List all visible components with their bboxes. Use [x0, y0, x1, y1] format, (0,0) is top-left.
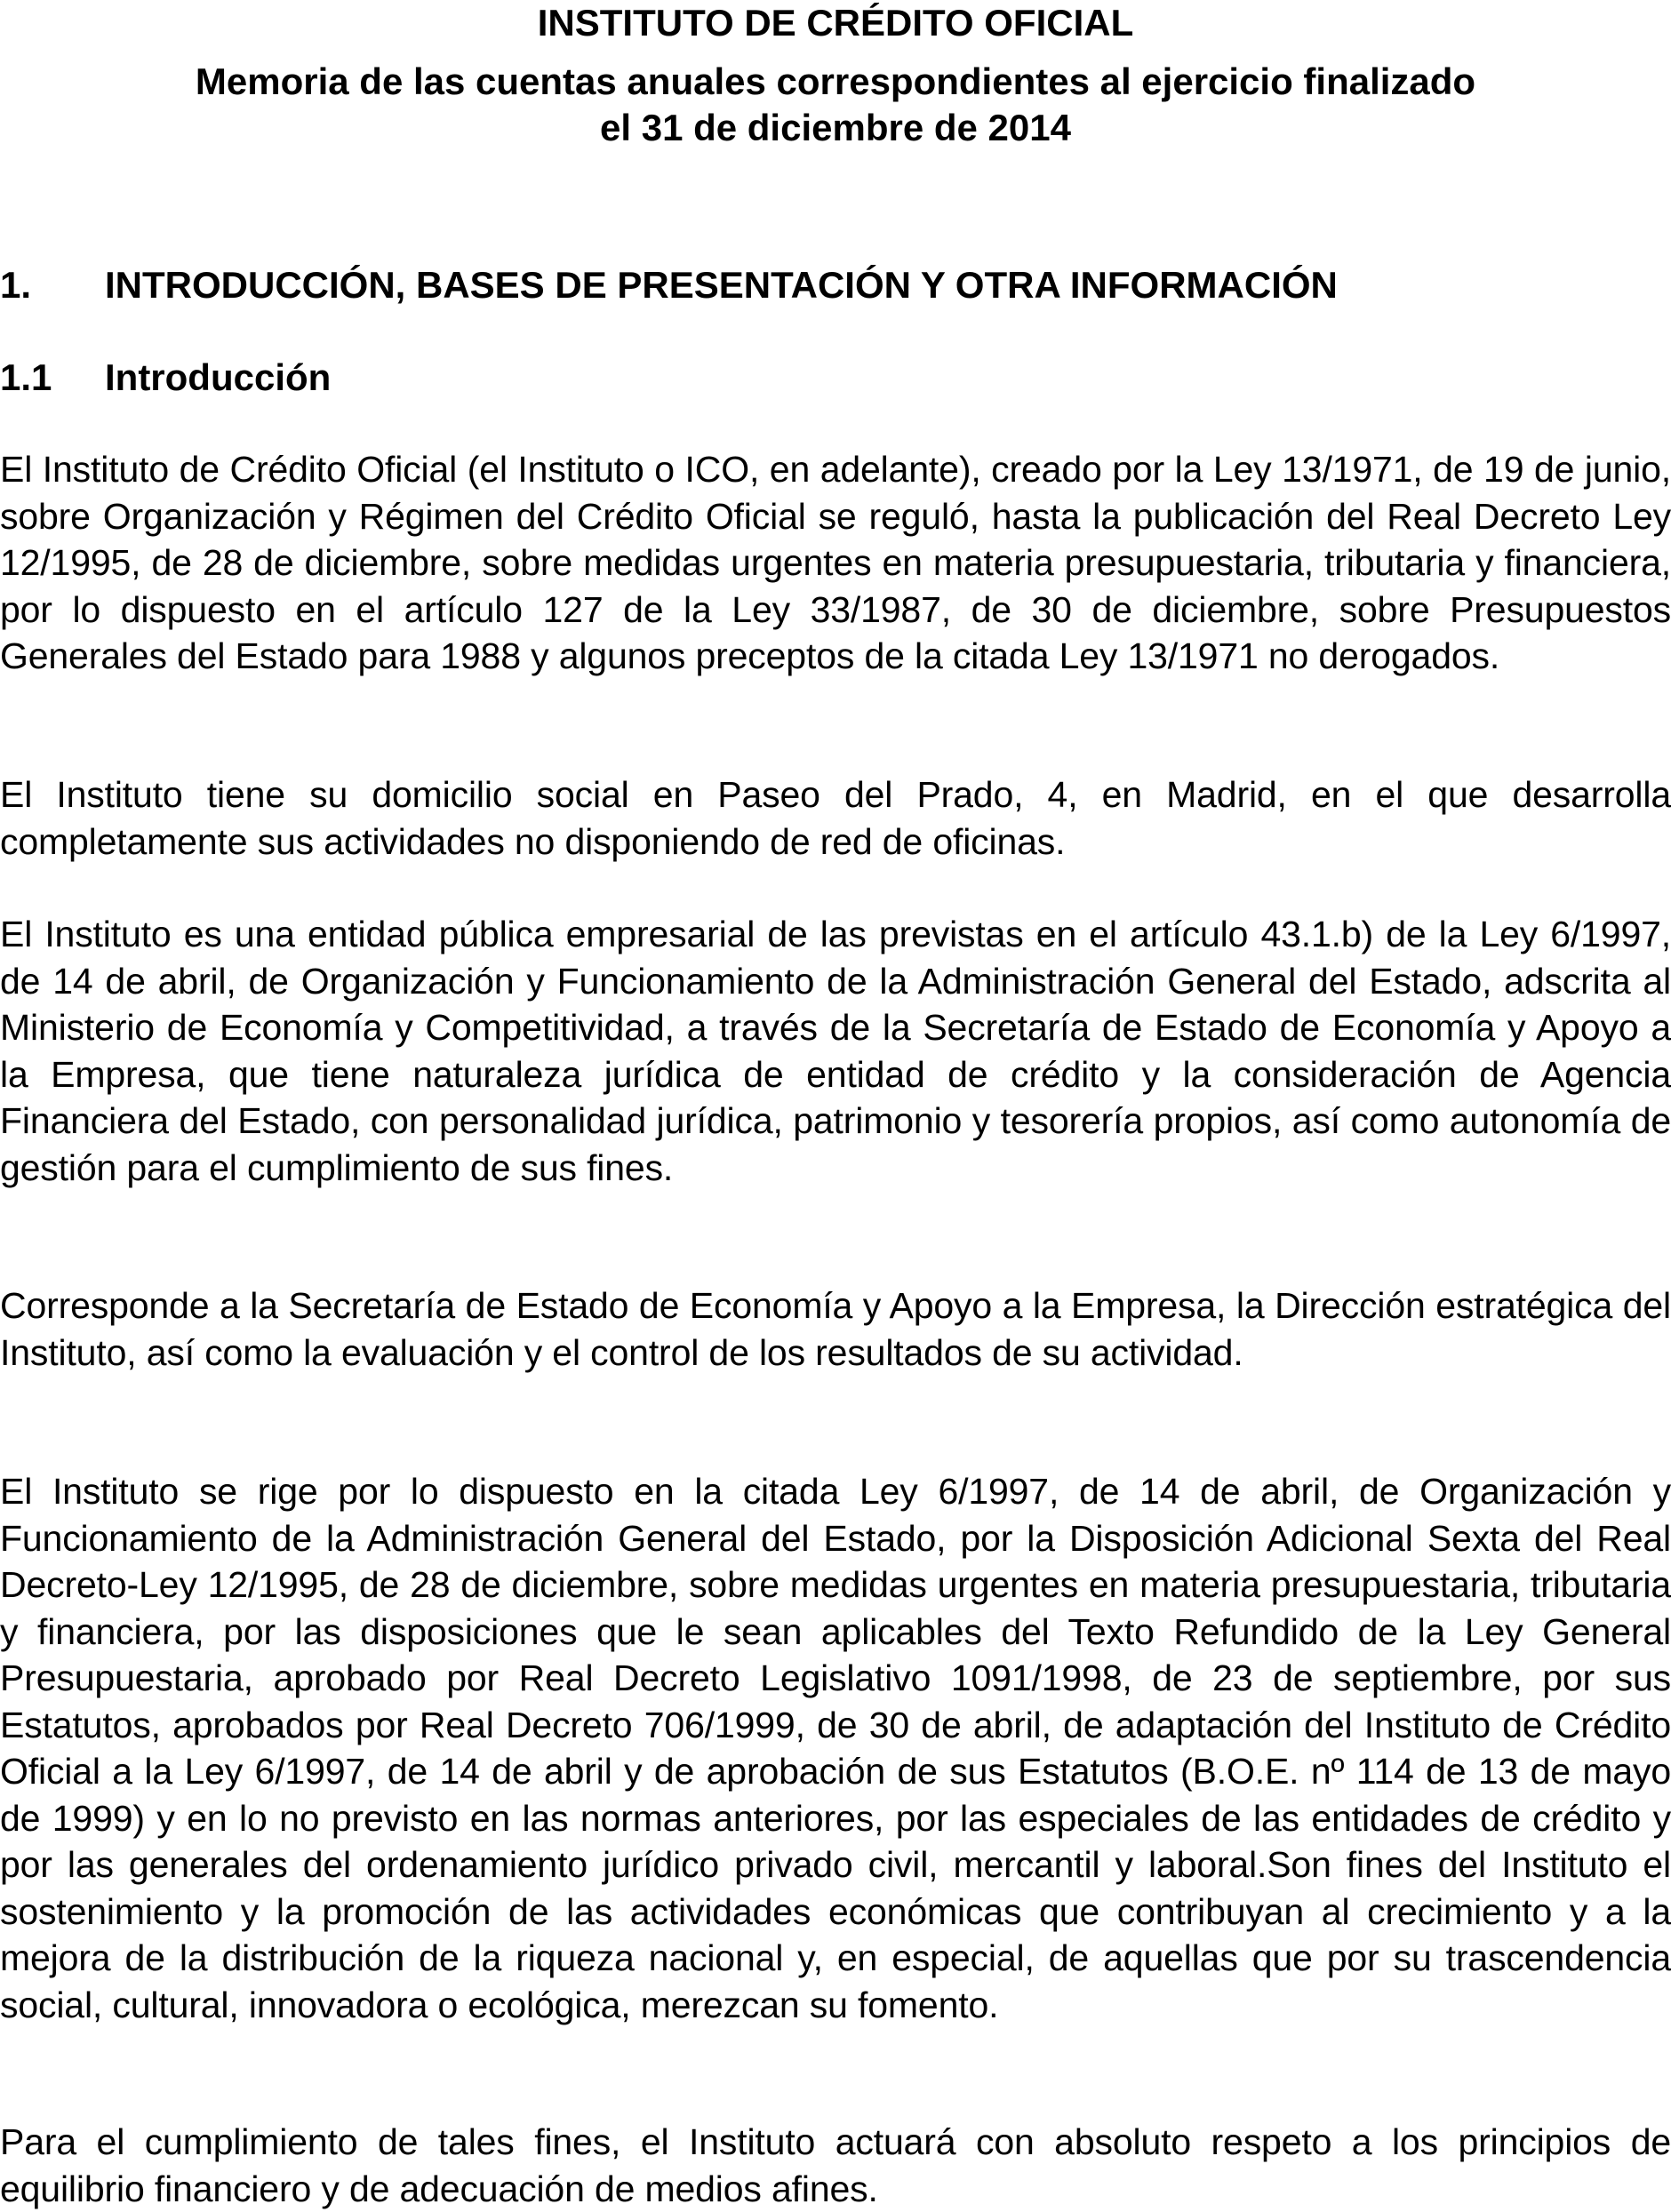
- document-title: INSTITUTO DE CRÉDITO OFICIAL: [537, 2, 1134, 44]
- section-heading: [0, 262, 1338, 308]
- subsection-heading: [0, 355, 331, 401]
- paragraph-domicile: El Instituto tiene su domicilio social en Paseo del Prado, 4, en Madrid, en el que desarrolla completamente sus actividades no disponiendo de red de oficinas.: [0, 774, 1671, 862]
- paragraph-principles: Para el cumplimiento de tales fines, el Instituto actuará con absoluto respeto a los principios de equilibrio financiero y de adecuación de medios afines.: [0, 2121, 1671, 2209]
- document-subtitle-line1: Memoria de las cuentas anuales correspondientes al ejercicio finalizado: [195, 60, 1476, 102]
- section-title: INTRODUCCIÓN, BASES DE PRESENTACIÓN Y OTRA INFORMACIÓN: [105, 264, 1338, 306]
- document-subtitle-line2: el 31 de diciembre de 2014: [600, 107, 1071, 148]
- paragraph-governing-law: El Instituto se rige por lo dispuesto en la citada Ley 6/1997, de 14 de abril, de Organización y Funcionamiento de la Administración General del Estado, por la Disposición Adicional Sexta del Real Decreto-Ley 12/1995, de 28 de diciembre, sobre medidas urgentes en materia presupuestaria, tributaria y financiera, por las disposiciones que le sean aplicables del Texto Refundido de la Ley General Presupuestaria, aprobado por Real Decreto Legislativo 1091/1998, de 23 de septiembre, por sus Estatutos, aprobados por Real Decreto 706/1999, de 30 de abril, de adaptación del Instituto de Crédito Oficial a la Ley 6/1997, de 14 de abril y de aprobación de sus Estatutos (B.O.E. nº 114 de 13 de mayo de 1999) y en lo no previsto en las normas anteriores, por las especiales de las entidades de crédito y por las generales del ordenamiento jurídico privado civil, mercantil y laboral.Son fines del Instituto el sostenimiento y la promoción de las actividades económicas que contribuyan al crecimiento y a la mejora de la distribución de la riqueza nacional y, en especial, de aquellas que por su trascendencia social, cultural, innovadora o ecológica, merezcan su fomento.: [0, 1471, 1671, 2025]
- paragraph-legal-nature: El Instituto es una entidad pública empresarial de las previstas en el artículo 43.1.b) de la Ley 6/1997, de 14 de abril, de Organización y Funcionamiento de la Administración General del Estado, adscrita al Ministerio de Economía y Competitividad, a través de la Secretaría de Estado de Economía y Apoyo a la Empresa, que tiene naturaleza jurídica de entidad de crédito y la consideración de Agencia Financiera del Estado, con personalidad jurídica, patrimonio y tesorería propios, así como autonomía de gestión para el cumplimiento de sus fines.: [0, 914, 1671, 1188]
- section-number: 1.: [0, 264, 32, 306]
- paragraph-strategic-direction: Corresponde a la Secretaría de Estado de Economía y Apoyo a la Empresa, la Dirección estratégica del Instituto, así como la evaluación y el control de los resultados de su actividad.: [0, 1285, 1671, 1373]
- subsection-title: Introducción: [105, 356, 332, 398]
- paragraph-history: El Instituto de Crédito Oficial (el Instituto o ICO, en adelante), creado por la Ley 13/1971, de 19 de junio, sobre Organización y Régimen del Crédito Oficial se reguló, hasta la publicación del Real Decreto Ley 12/1995, de 28 de diciembre, sobre medidas urgentes en materia presupuestaria, tributaria y financiera, por lo dispuesto en el artículo 127 de la Ley 33/1987, de 30 de diciembre, sobre Presupuestos Generales del Estado para 1988 y algunos preceptos de la citada Ley 13/1971 no derogados.: [0, 449, 1671, 676]
- subsection-number: 1.1: [0, 356, 52, 398]
